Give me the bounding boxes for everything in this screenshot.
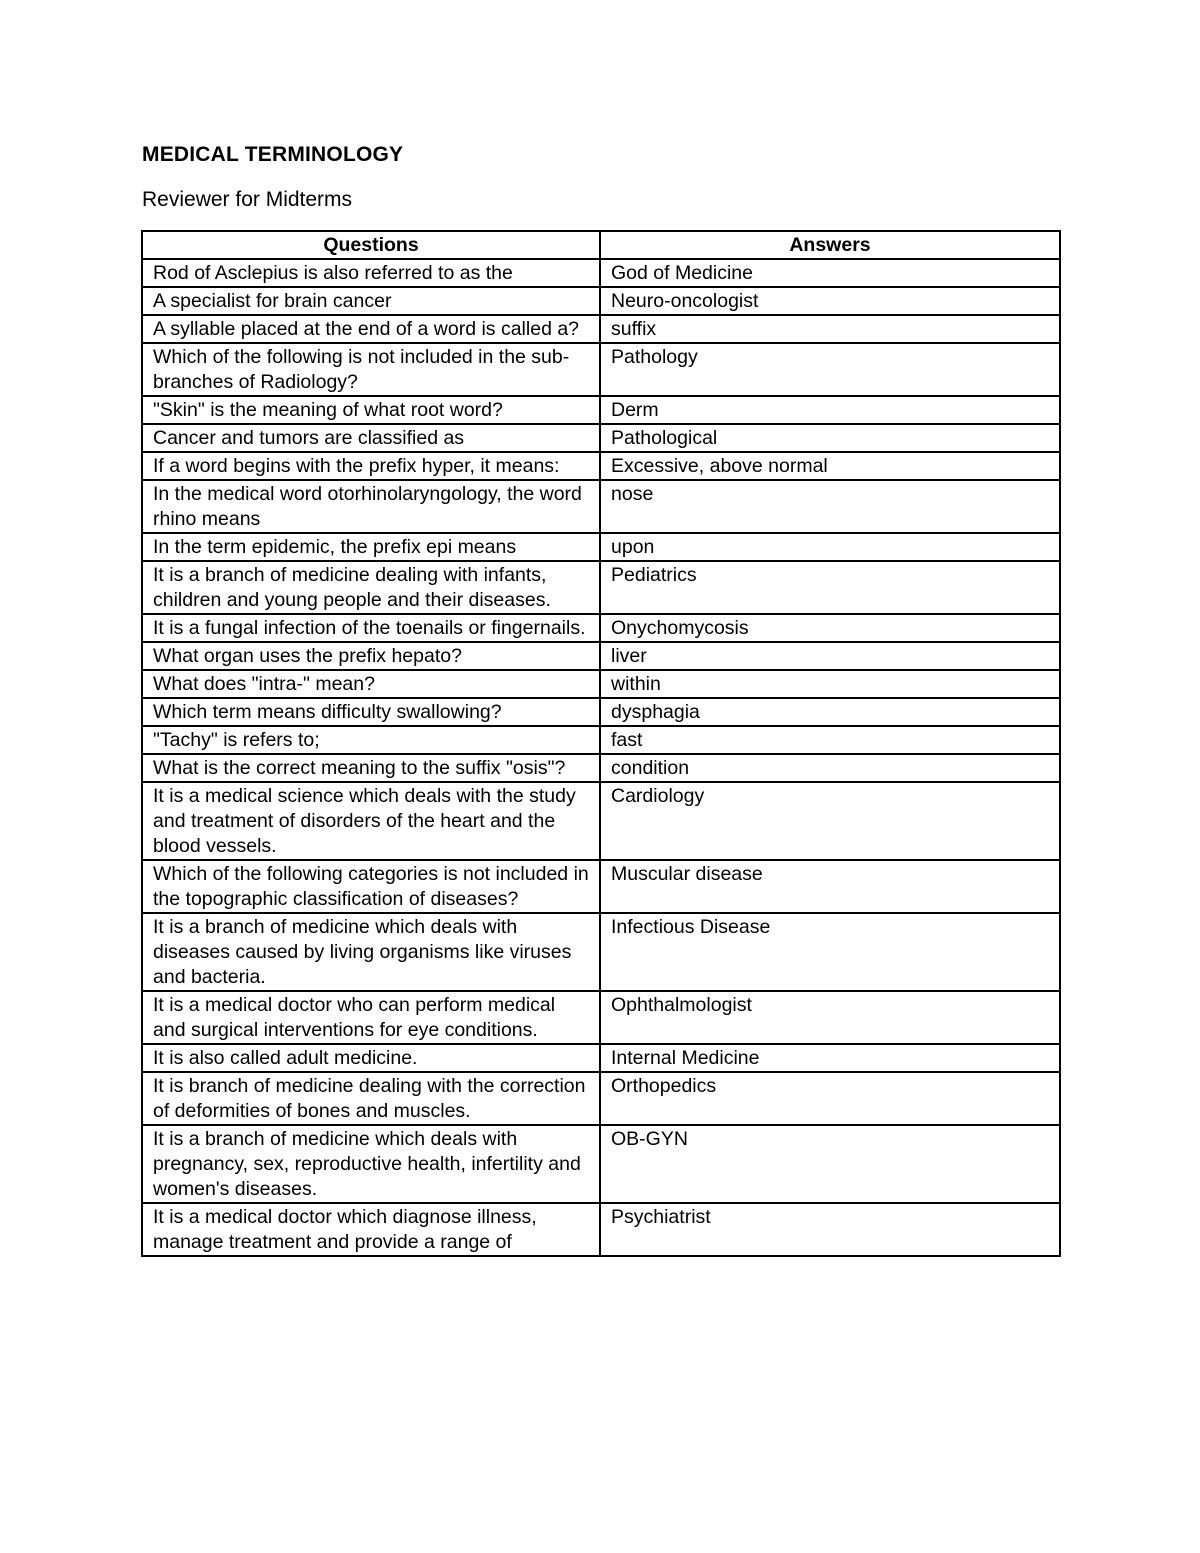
question-cell: It is a branch of medicine dealing with infants, children and young people and their diseases.: [142, 561, 600, 614]
question-cell: It is also called adult medicine.: [142, 1044, 600, 1072]
question-cell: What organ uses the prefix hepato?: [142, 642, 600, 670]
answer-cell: fast: [600, 726, 1060, 754]
question-cell: It is a medical science which deals with the study and treatment of disorders of the heart and the blood vessels.: [142, 782, 600, 860]
question-cell: Rod of Asclepius is also referred to as the: [142, 259, 600, 287]
question-cell: It is a medical doctor which diagnose illness, manage treatment and provide a range of: [142, 1203, 600, 1256]
question-cell: "Tachy" is refers to;: [142, 726, 600, 754]
table-row: [142, 343, 1060, 396]
question-cell: What does "intra-" mean?: [142, 670, 600, 698]
question-cell: Which of the following categories is not included in the topographic classification of diseases?: [142, 860, 600, 913]
question-cell: In the medical word otorhinolaryngology, the word rhino means: [142, 480, 600, 533]
question-cell: It is branch of medicine dealing with the correction of deformities of bones and muscles.: [142, 1072, 600, 1125]
table-row: [142, 315, 1060, 343]
question-cell: It is a branch of medicine which deals with diseases caused by living organisms like viruses and bacteria.: [142, 913, 600, 991]
question-cell: It is a branch of medicine which deals with pregnancy, sex, reproductive health, infertility and women's diseases.: [142, 1125, 600, 1203]
answer-cell: Psychiatrist: [600, 1203, 1060, 1256]
answer-cell: Excessive, above normal: [600, 452, 1060, 480]
answer-cell: suffix: [600, 315, 1060, 343]
answer-cell: Neuro-oncologist: [600, 287, 1060, 315]
table-row: [142, 1125, 1060, 1203]
column-header-answers: Answers: [600, 231, 1060, 259]
answer-cell: condition: [600, 754, 1060, 782]
question-cell: Cancer and tumors are classified as: [142, 424, 600, 452]
question-cell: A syllable placed at the end of a word is called a?: [142, 315, 600, 343]
question-cell: "Skin" is the meaning of what root word?: [142, 396, 600, 424]
table-row: [142, 396, 1060, 424]
table-row: [142, 698, 1060, 726]
table-row: [142, 614, 1060, 642]
page-subtitle: Reviewer for Midterms: [142, 188, 353, 211]
qa-table-body: [142, 259, 1060, 1256]
answer-cell: Orthopedics: [600, 1072, 1060, 1125]
answer-cell: Ophthalmologist: [600, 991, 1060, 1044]
table-row: [142, 452, 1060, 480]
table-header-row: [142, 231, 1060, 259]
table-row: [142, 860, 1060, 913]
table-row: [142, 1072, 1060, 1125]
table-row: [142, 1203, 1060, 1256]
table-row: [142, 533, 1060, 561]
question-cell: It is a medical doctor who can perform medical and surgical interventions for eye conditions.: [142, 991, 600, 1044]
answer-cell: God of Medicine: [600, 259, 1060, 287]
answer-cell: nose: [600, 480, 1060, 533]
table-row: [142, 913, 1060, 991]
answer-cell: Onychomycosis: [600, 614, 1060, 642]
answer-cell: Infectious Disease: [600, 913, 1060, 991]
answer-cell: upon: [600, 533, 1060, 561]
column-header-questions: Questions: [142, 231, 600, 259]
question-cell: In the term epidemic, the prefix epi means: [142, 533, 600, 561]
table-row: [142, 642, 1060, 670]
question-cell: Which term means difficulty swallowing?: [142, 698, 600, 726]
answer-cell: Pathology: [600, 343, 1060, 396]
answer-cell: within: [600, 670, 1060, 698]
answer-cell: Internal Medicine: [600, 1044, 1060, 1072]
table-row: [142, 782, 1060, 860]
qa-table: [141, 230, 1061, 1257]
page-title: MEDICAL TERMINOLOGY: [142, 143, 404, 166]
answer-cell: Muscular disease: [600, 860, 1060, 913]
table-row: [142, 754, 1060, 782]
table-row: [142, 670, 1060, 698]
question-cell: Which of the following is not included in the sub-branches of Radiology?: [142, 343, 600, 396]
table-row: [142, 726, 1060, 754]
table-row: [142, 991, 1060, 1044]
answer-cell: Derm: [600, 396, 1060, 424]
question-cell: A specialist for brain cancer: [142, 287, 600, 315]
question-cell: If a word begins with the prefix hyper, it means:: [142, 452, 600, 480]
table-row: [142, 1044, 1060, 1072]
answer-cell: OB-GYN: [600, 1125, 1060, 1203]
table-row: [142, 287, 1060, 315]
table-row: [142, 561, 1060, 614]
answer-cell: Pathological: [600, 424, 1060, 452]
question-cell: What is the correct meaning to the suffix "osis"?: [142, 754, 600, 782]
answer-cell: Cardiology: [600, 782, 1060, 860]
table-row: [142, 424, 1060, 452]
answer-cell: Pediatrics: [600, 561, 1060, 614]
answer-cell: dysphagia: [600, 698, 1060, 726]
question-cell: It is a fungal infection of the toenails or fingernails.: [142, 614, 600, 642]
table-row: [142, 259, 1060, 287]
answer-cell: liver: [600, 642, 1060, 670]
table-row: [142, 480, 1060, 533]
